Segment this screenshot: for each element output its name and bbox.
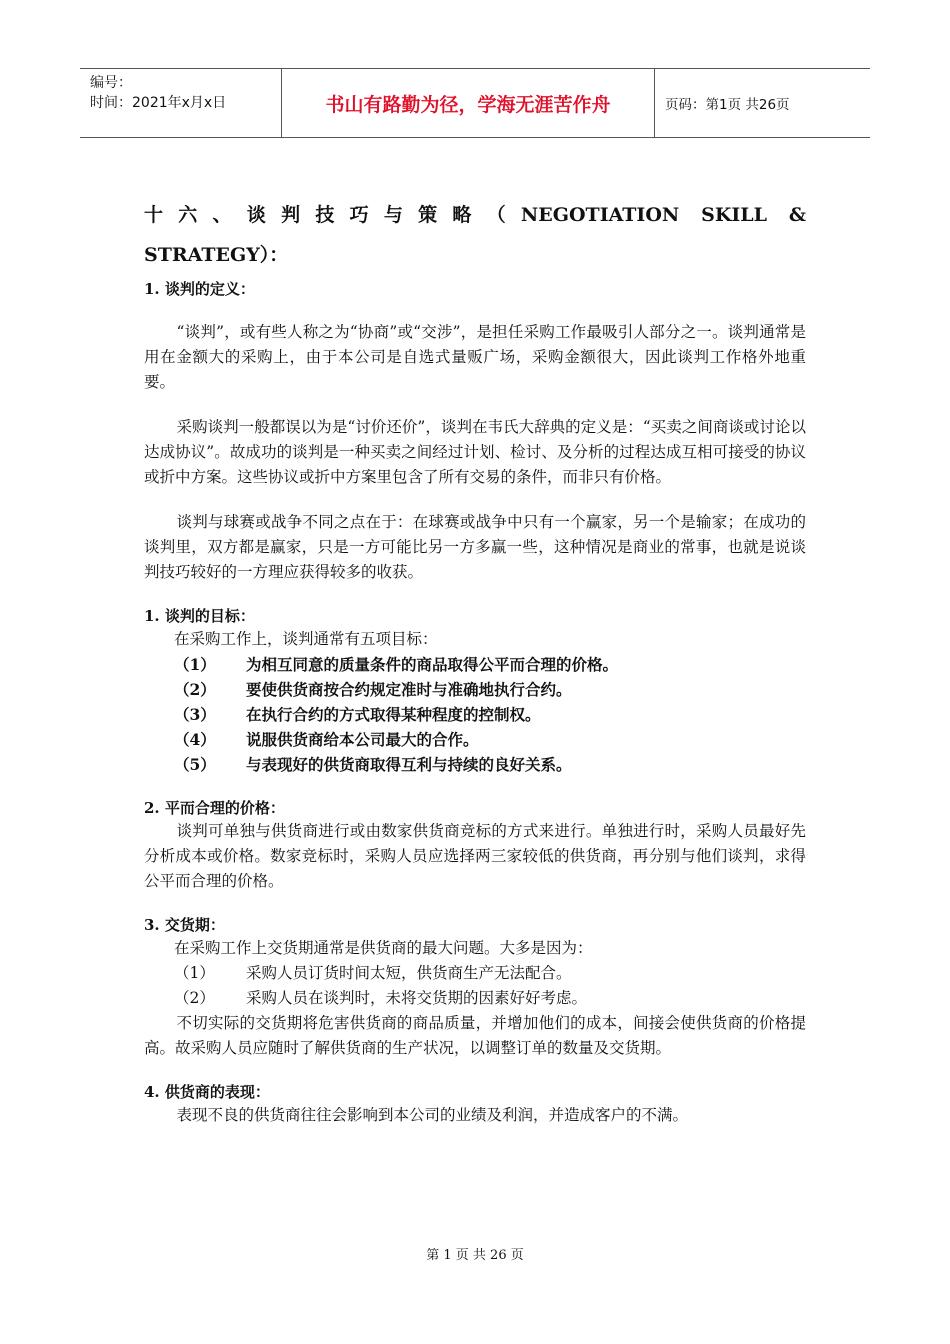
header-meta: [80, 69, 282, 137]
paragraph: 在采购工作上，谈判通常有五项目标：: [174, 630, 438, 648]
paragraph: 不切实际的交货期将危害供货商的商品质量，并增加他们的成本，间接会使供货商的价格提高。故采购人员应随时了解供货商的生产状况，以调整订单的数量及交货期。: [144, 1014, 806, 1057]
list-item: （2） 采购人员在谈判时，未将交货期的因素好好考虑。: [174, 989, 588, 1007]
serial-label: 编号：: [90, 75, 132, 91]
header-page-info: 页码：第1页 共26页: [665, 97, 790, 113]
section-heading: 1. 谈判的目标：: [144, 607, 255, 625]
list-item: （1） 采购人员订货时间太短，供货商生产无法配合。: [174, 964, 572, 982]
list-item: （1） 为相互同意的质量条件的商品取得公平而合理的价格。: [174, 655, 619, 674]
page-header: [80, 68, 870, 138]
list-item: （5） 与表现好的供货商取得互利与持续的良好关系。: [174, 755, 572, 774]
time-label: 时间：2021年x月x日: [90, 95, 227, 111]
page-footer: 第 1 页 共 26 页: [426, 1248, 524, 1263]
list-item: （4） 说服供货商给本公司最大的合作。: [174, 730, 479, 749]
paragraph: 采购谈判一般都误以为是“讨价还价”，谈判在韦氏大辞典的定义是：“买卖之间商谈或讨论以达成协议”。故成功的谈判是一种买卖之间经过计划、检讨、及分析的过程达成互相可接受的协议或折中方案。这些协议或折中方案里包含了所有交易的条件，而非只有价格。: [144, 418, 806, 486]
section-heading: 3. 交货期：: [144, 916, 225, 934]
section-heading: 4. 供货商的表现：: [144, 1083, 270, 1101]
paragraph: 在采购工作上交货期通常是供货商的最大问题。大多是因为：: [174, 939, 593, 957]
section-heading: 1. 谈判的定义：: [144, 280, 255, 298]
paragraph: “谈判”，或有些人称之为“协商”或“交涉”，是担任采购工作最吸引人部分之一。谈判通常是用在金额大的采购上，由于本公司是自选式量贩广场，采购金额很大，因此谈判工作格外地重要。: [144, 323, 806, 391]
header-motto: 书山有路勤为径，学海无涯苦作舟: [282, 69, 655, 137]
paragraph: 谈判可单独与供货商进行或由数家供货商竞标的方式来进行。单独进行时，采购人员最好先分析成本或价格。数家竞标时，采购人员应选择两三家较低的供货商，再分别与他们谈判，求得公平而合理的价格。: [144, 822, 806, 890]
doc-title-line1: 十六、谈判技巧与策略（NEGOTIATION SKILL &: [144, 204, 806, 226]
list-item: （3） 在执行合约的方式取得某种程度的控制权。: [174, 705, 541, 724]
paragraph: 谈判与球赛或战争不同之点在于：在球赛或战争中只有一个赢家，另一个是输家；在成功的谈判里，双方都是赢家，只是一方可能比另一方多赢一些，这种情况是商业的常事，也就是说谈判技巧较好的一方理应获得较多的收获。: [144, 513, 806, 581]
doc-title-line2: STRATEGY）：: [144, 244, 289, 266]
document-body: [144, 190, 806, 1128]
paragraph: 表现不良的供货商往往会影响到本公司的业绩及利润，并造成客户的不满。: [176, 1106, 689, 1124]
list-item: （2） 要使供货商按合约规定准时与准确地执行合约。: [174, 680, 572, 699]
section-heading: 2. 平而合理的价格：: [144, 799, 285, 817]
